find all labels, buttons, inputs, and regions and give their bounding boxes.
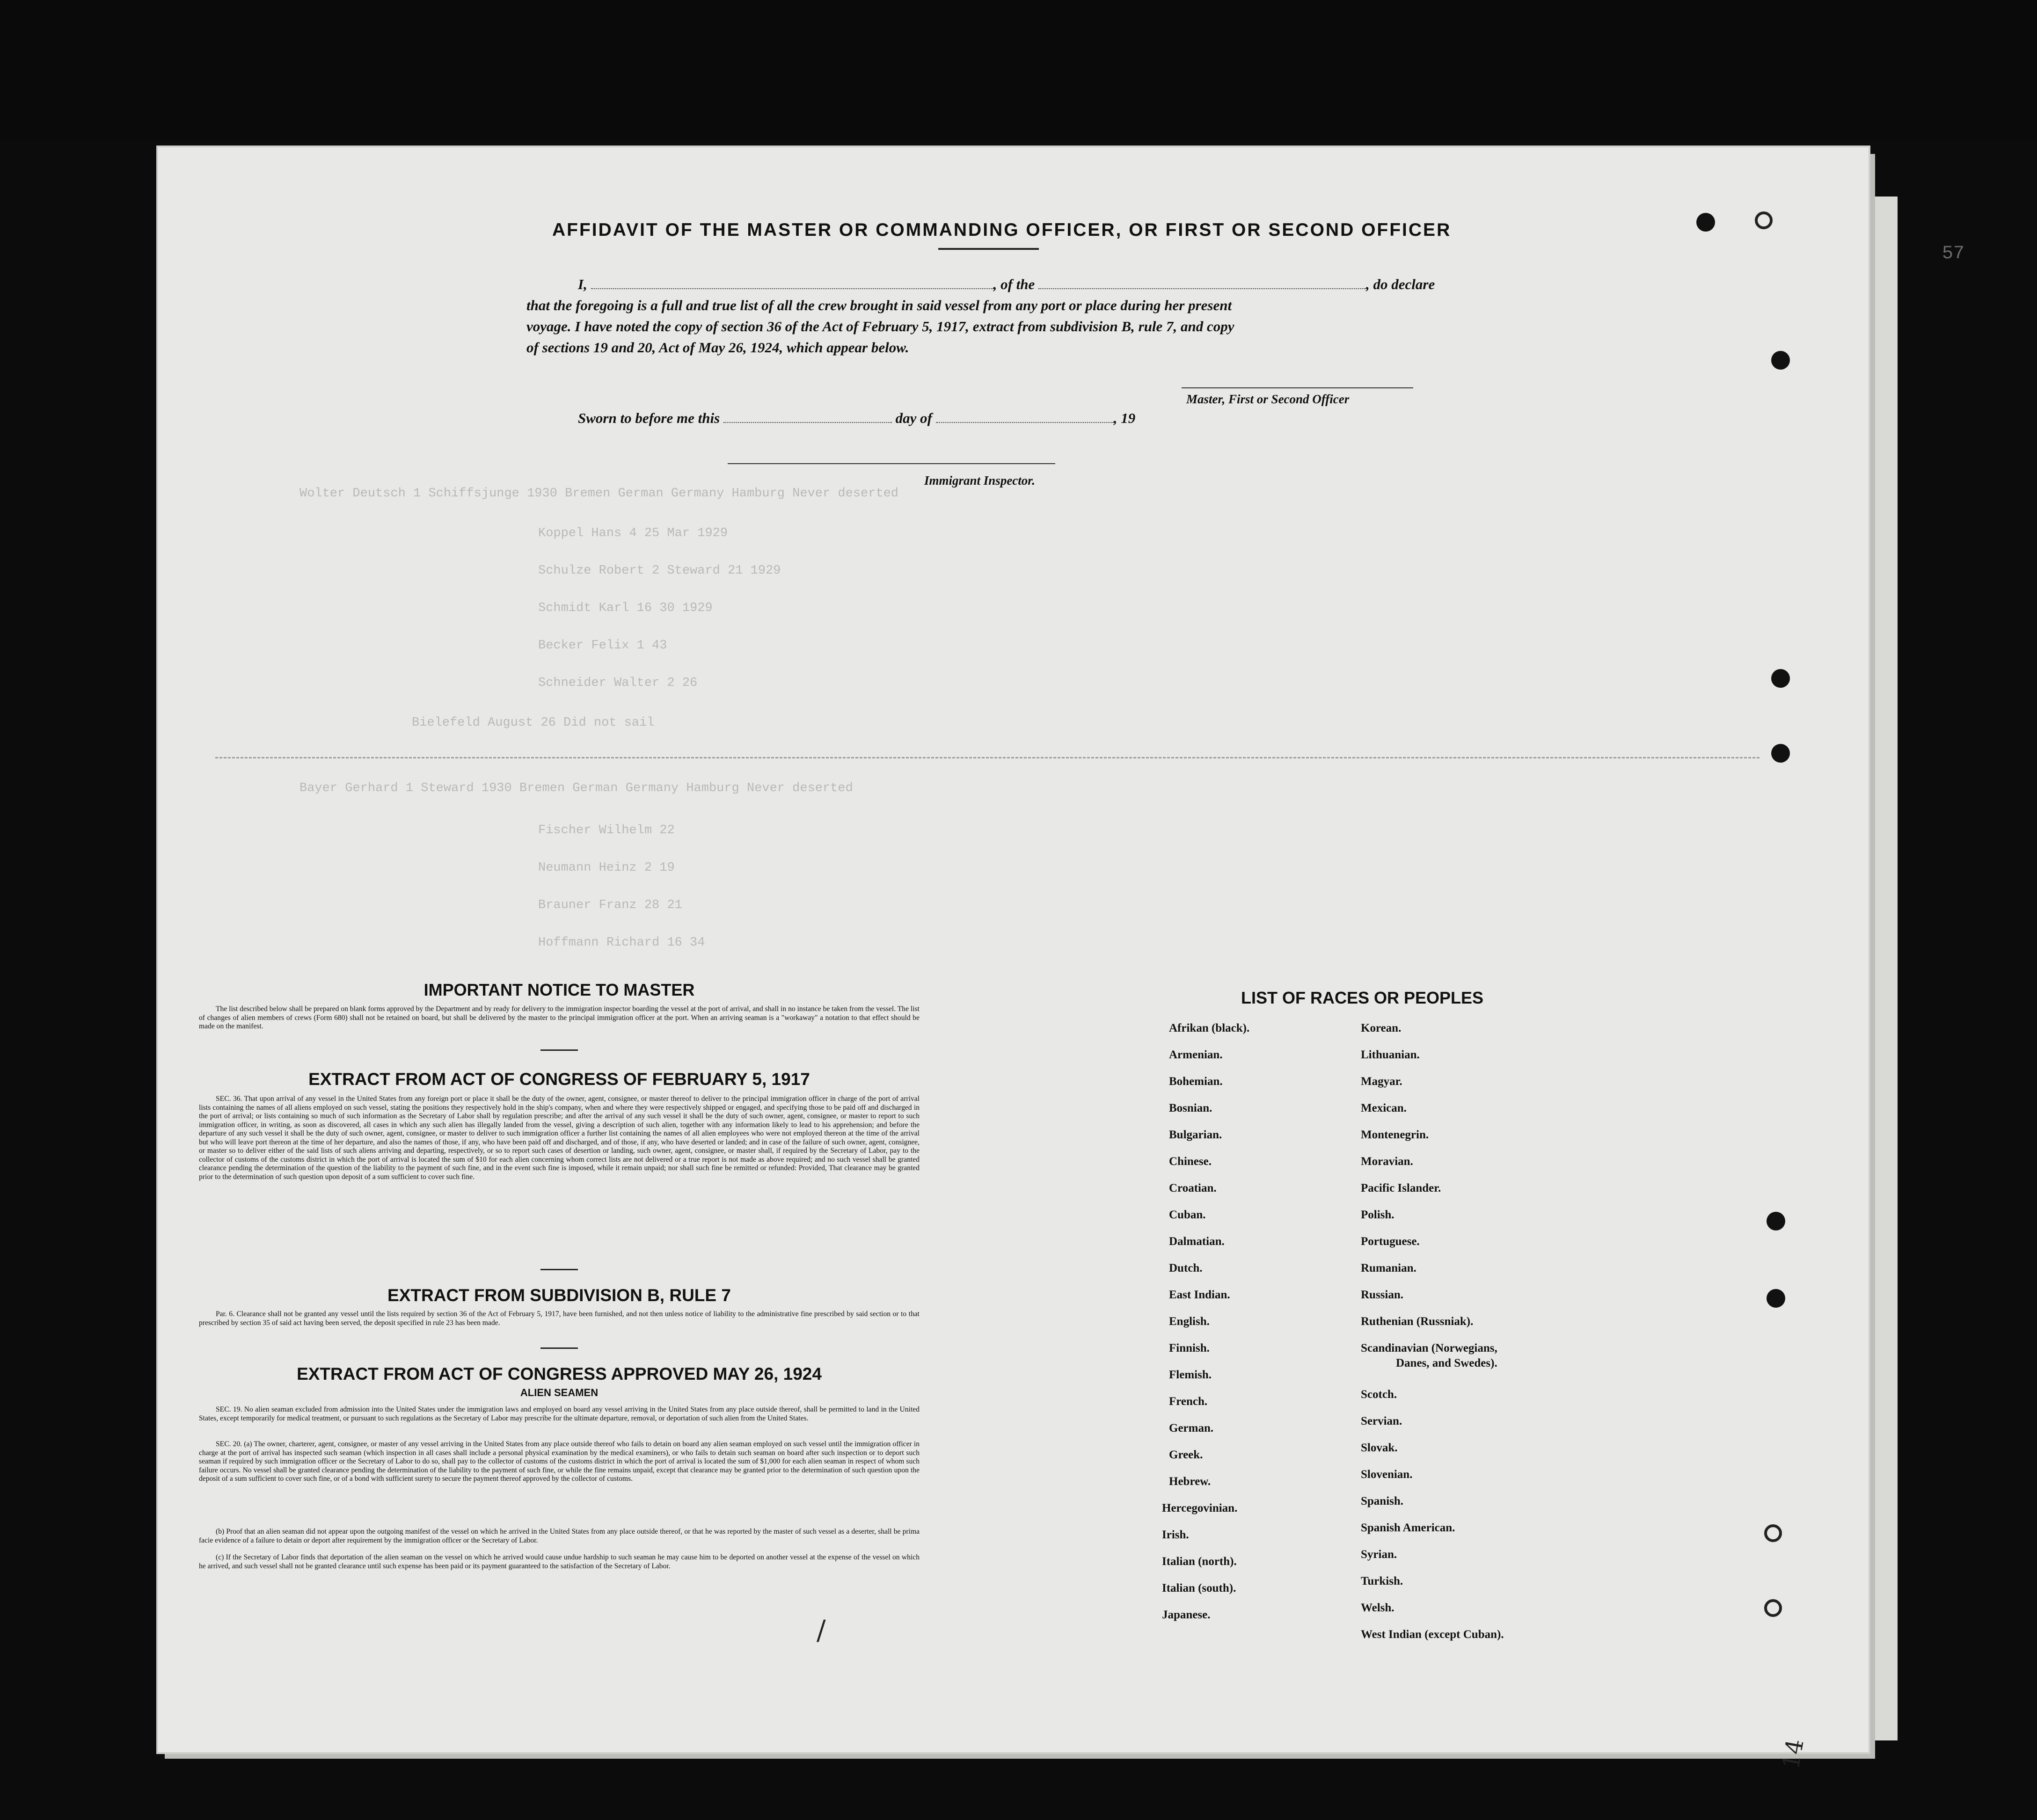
race-item: Japanese. xyxy=(1162,1609,1211,1621)
race-item: Magyar. xyxy=(1361,1075,1402,1088)
notice-body: The list described below shall be prepared on blank forms approved by the Department and by ready for delivery to the immigration inspector boarding the vessel at the port of arrival, and shall in no instance be taken from the vessel. The list of changes of alien members of crews (Form 680) shall not be retained on board, but shall be delivered by the master to the principal immigration officer at the port. When an arriving seaman is a "workaway" a notation to that effect should be made on the manifest. xyxy=(199,1005,920,1030)
name-blank[interactable] xyxy=(591,277,993,289)
page-number: 57 xyxy=(1942,243,1965,264)
race-item: Bohemian. xyxy=(1169,1075,1223,1088)
bleed-row: Becker Felix 1 43 xyxy=(538,639,667,653)
bleed-row: Brauner Franz 28 21 xyxy=(538,898,682,912)
day-of-label: day of xyxy=(895,410,932,426)
officer-signature-line[interactable] xyxy=(1182,387,1413,388)
declaration-line: of sections 19 and 20, Act of May 26, 1924, which appear below. xyxy=(526,339,909,356)
section-rule xyxy=(540,1049,578,1051)
race-item: Hebrew. xyxy=(1169,1475,1211,1488)
year-label: , 19 xyxy=(1113,410,1136,426)
punch-hole xyxy=(1767,1212,1785,1230)
ring-hole xyxy=(1764,1524,1782,1542)
race-item: Lithuanian. xyxy=(1361,1048,1420,1061)
race-item: Korean. xyxy=(1361,1022,1402,1034)
punch-hole xyxy=(1767,1289,1785,1308)
corner-number-mark: 14 xyxy=(1777,1737,1809,1771)
alien-seamen-subheading: ALIEN SEAMEN xyxy=(520,1387,599,1398)
races-heading: LIST OF RACES OR PEOPLES xyxy=(1241,988,1484,1007)
race-item: Moravian. xyxy=(1361,1155,1413,1168)
bleed-row: Hoffmann Richard 16 34 xyxy=(538,936,705,950)
race-item: Italian (south). xyxy=(1162,1582,1236,1594)
race-item: Syrian. xyxy=(1361,1548,1397,1561)
race-item: Bosnian. xyxy=(1169,1102,1212,1114)
race-item: English. xyxy=(1169,1315,1210,1328)
race-item: Dutch. xyxy=(1169,1262,1203,1274)
rule7-heading: EXTRACT FROM SUBDIVISION B, RULE 7 xyxy=(387,1286,731,1305)
race-item: Irish. xyxy=(1162,1529,1189,1541)
race-item: Mexican. xyxy=(1361,1102,1407,1114)
title-underline xyxy=(938,248,1039,250)
sworn-label: Sworn to before me this xyxy=(578,410,720,426)
race-item: Turkish. xyxy=(1361,1575,1403,1587)
bleed-row: Schneider Walter 2 26 xyxy=(538,676,698,690)
rule7-body: Par. 6. Clearance shall not be granted any vessel until the lists required by section 36 of the Act of February 5, 1917, have been furnished, and not then unless notice of liability to the administrative fine prescribed by said section or to that prescribed by section 35 of said act having been served, the deposit specified in rule 23 has been made. xyxy=(199,1310,920,1327)
race-item: Scotch. xyxy=(1361,1388,1397,1401)
race-item: Spanish. xyxy=(1361,1495,1404,1507)
bleed-row: Wolter Deutsch 1 Schiffsjunge 1930 Bremen German Germany Hamburg Never deserted xyxy=(299,487,899,501)
race-item: German. xyxy=(1169,1422,1214,1434)
act-1917-heading: EXTRACT FROM ACT OF CONGRESS OF FEBRUARY 5, 1917 xyxy=(308,1070,810,1089)
race-item: Welsh. xyxy=(1361,1602,1395,1614)
act-1917-body: SEC. 36. That upon arrival of any vessel in the United States from any foreign port or place it shall be the duty of the owner, agent, consignee, or master thereof to deliver to the principal immigration officer in charge of the port of arrival lists containing the names of all aliens employed on such vessel, stating the positions they respectively hold in the ship's company, when and where they were respectively shipped or engaged, and specifying those to be paid off and discharged in the port of arrival; or lists containing so much of such information as the Secretary of Labor shall by regulation prescribe; and after the arrival of any such vessel it shall be the duty of such owner, agent, consignee, or master to report to such immigration officer, in writing, as soon as discovered, all cases in which any such alien has illegally landed from the vessel, giving a description of such alien, together with any information likely to lead to his apprehension; and before the departure of any such vessel it shall be the duty of such owner, agent, consignee, or master to deliver to such immigration officer a further list containing the names of all alien employees who were not employed thereon at the time of the arrival but who will leave port thereon at the time of her departure, and also the names of those, if any, who have been paid off and discharged, and of those, if any, who have deserted or landed; and in case of the failure of such owner, agent, consignee, or master so to deliver either of the said lists of such aliens arriving and departing, respectively, or so to report such cases of desertion or landing, such owner, agent, consignee, or master shall, if required by the Secretary of Labor, pay to the collector of customs of the customs district in which the port of arrival is located the sum of $10 for each alien concerning whom correct lists are not delivered or a true report is not made as above required; and no such vessel shall be granted clearance pending the determination of the question of the liability to the payment of such fine, and in the event such fine is imposed, while it remain unpaid; nor shall such fine be remitted or refunded: Provided, That clearance may be granted prior to the determination of such question upon deposit of a sum sufficient to cover such fine. xyxy=(199,1095,920,1181)
section-rule xyxy=(540,1347,578,1349)
declaration-do-declare: , do declare xyxy=(1366,276,1435,292)
inspector-signature-line[interactable] xyxy=(728,463,1055,464)
act-1924-heading: EXTRACT FROM ACT OF CONGRESS APPROVED MAY 26, 1924 xyxy=(297,1364,822,1383)
day-blank[interactable] xyxy=(723,412,892,423)
declaration-line: that the foregoing is a full and true list of all the crew brought in said vessel from any port or place during her present xyxy=(526,297,1232,313)
stacked-page-edge xyxy=(1869,197,1898,1740)
manifest-page xyxy=(158,147,1869,1752)
bleed-row: Schmidt Karl 16 30 1929 xyxy=(538,601,713,615)
act-1924-sec19: SEC. 19. No alien seaman excluded from admission into the United States under the immigration laws and employed on board any vessel arriving in the United States from any place outside thereof, shall be permitted to land in the United States, except temporarily for medical treatment, or pursuant to such regulations as the Secretary of Labor may prescribe for the ultimate departure, removal, or deportation of such alien from the United States. xyxy=(199,1405,920,1422)
section-rule xyxy=(540,1269,578,1270)
race-item: Bulgarian. xyxy=(1169,1128,1222,1141)
bleed-row: Neumann Heinz 2 19 xyxy=(538,861,675,875)
inspector-label: Immigrant Inspector. xyxy=(924,473,1036,488)
race-item: Slovenian. xyxy=(1361,1468,1413,1481)
ring-hole xyxy=(1764,1599,1782,1617)
race-item: Spanish American. xyxy=(1361,1522,1455,1534)
bleed-row: Fischer Wilhelm 22 xyxy=(538,823,675,837)
bleed-row: Bielefeld August 26 Did not sail xyxy=(412,716,655,730)
race-item: Pacific Islander. xyxy=(1361,1182,1441,1194)
race-item: Servian. xyxy=(1361,1415,1402,1427)
race-item: Danes, and Swedes). xyxy=(1396,1357,1497,1369)
race-item: Slovak. xyxy=(1361,1441,1398,1454)
declaration-i: I, xyxy=(578,276,587,292)
race-item: Afrikan (black). xyxy=(1169,1022,1250,1034)
race-item: Rumanian. xyxy=(1361,1262,1416,1274)
film-border xyxy=(0,0,2037,140)
punch-hole xyxy=(1696,213,1715,232)
race-item: East Indian. xyxy=(1169,1289,1230,1301)
sworn-row xyxy=(578,410,1135,427)
notice-heading: IMPORTANT NOTICE TO MASTER xyxy=(423,980,695,999)
bleed-row: Schulze Robert 2 Steward 21 1929 xyxy=(538,564,781,578)
race-item: French. xyxy=(1169,1395,1208,1408)
race-item: Croatian. xyxy=(1169,1182,1217,1194)
vessel-blank[interactable] xyxy=(1038,277,1366,289)
race-item: Polish. xyxy=(1361,1208,1395,1221)
declaration-line: voyage. I have noted the copy of section 36 of the Act of February 5, 1917, extract from subdivision B, rule 7, and copy xyxy=(526,318,1234,335)
punch-hole xyxy=(1771,351,1790,370)
officer-label: Master, First or Second Officer xyxy=(1186,392,1350,406)
punch-hole xyxy=(1771,744,1790,763)
declaration-of-the: , of the xyxy=(993,276,1035,292)
race-item: Montenegrin. xyxy=(1361,1128,1429,1141)
bleed-row: Koppel Hans 4 25 Mar 1929 xyxy=(538,526,728,540)
race-item: Cuban. xyxy=(1169,1208,1206,1221)
bleed-row: Bayer Gerhard 1 Steward 1930 Bremen German Germany Hamburg Never deserted xyxy=(299,781,853,795)
pen-tick-mark: / xyxy=(817,1614,826,1646)
month-blank[interactable] xyxy=(936,412,1114,423)
act-1924-sec20b: (b) Proof that an alien seaman did not appear upon the outgoing manifest of the vessel on which he arrived in the United States from any place outside thereof, or that he was reported by the master of such vessel as a deserter, shall be prima facie evidence of a failure to detain or deport after requirement by the immigration officer or the Secretary of Labor. xyxy=(199,1528,920,1544)
race-item: Hercegovinian. xyxy=(1162,1502,1238,1514)
dashed-divider xyxy=(215,757,1760,758)
race-item: Chinese. xyxy=(1169,1155,1212,1168)
act-1924-sec20a: SEC. 20. (a) The owner, charterer, agent, consignee, or master of any vessel arriving in the United States from any place outside thereof who fails to detain on board any alien seaman employed on such vessel until the immigration officer in charge at the port of arrival has inspected such seaman (which inspection in all cases shall include a personal physical examination by the medical examiners), or who fails to detain such seaman on board after such inspection or to deport such seaman if required by such immigration officer or the Secretary of Labor to do so, shall pay to the collector of customs of the customs district in which the port of arrival is located the sum of $1,000 for each alien seaman in respect of whom such failure occurs. No vessel shall be granted clearance pending the determination of the liability to the payment of such fine, or while the fine remains unpaid, except that clearance may be granted prior to the determination of such question upon the deposit of a sum sufficient to cover such fine, or of a bond with sufficient surety to secure the payment thereof approved by the collector of customs. xyxy=(199,1440,920,1483)
race-item: Ruthenian (Russniak). xyxy=(1361,1315,1474,1328)
race-item: Flemish. xyxy=(1169,1369,1212,1381)
ring-hole xyxy=(1755,211,1773,229)
race-item: Finnish. xyxy=(1169,1342,1210,1354)
race-item: Scandinavian (Norwegians, xyxy=(1361,1342,1497,1354)
declaration-text xyxy=(526,274,1462,358)
race-item: Greek. xyxy=(1169,1449,1203,1461)
act-1924-sec20c: (c) If the Secretary of Labor finds that deportation of the alien seaman on the vessel on which he arrived would cause undue hardship to such seaman he may cause him to be deported on another vessel at the expense of the vessel on which he arrived, and such vessel shall not be granted clearance until such expense has been paid or its payment guaranteed to the satisfaction of the Secretary of Labor. xyxy=(199,1553,920,1570)
punch-hole xyxy=(1771,669,1790,688)
affidavit-title: AFFIDAVIT OF THE MASTER OR COMMANDING OFFICER, OR FIRST OR SECOND OFFICER xyxy=(552,220,1452,240)
race-item: Portuguese. xyxy=(1361,1235,1420,1248)
race-item: Russian. xyxy=(1361,1289,1404,1301)
race-item: Dalmatian. xyxy=(1169,1235,1225,1248)
race-item: Italian (north). xyxy=(1162,1555,1237,1568)
race-item: West Indian (except Cuban). xyxy=(1361,1628,1504,1641)
race-item: Armenian. xyxy=(1169,1048,1223,1061)
